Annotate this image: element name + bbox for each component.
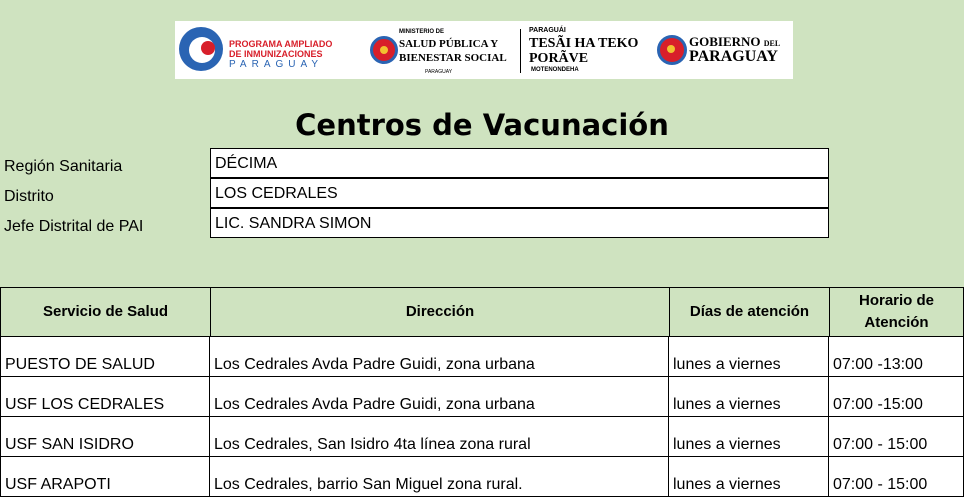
cell-horario[interactable]: 07:00 -15:00	[829, 377, 964, 417]
government-del: DEL	[763, 39, 781, 48]
cell-dias[interactable]: lunes a viernes	[669, 457, 829, 497]
cell-dias[interactable]: lunes a viernes	[669, 337, 829, 377]
info-value-chief[interactable]: LIC. SANDRA SIMON	[210, 208, 829, 238]
tesai-line1: TESÃI HA TEKO	[529, 36, 639, 51]
header-dias[interactable]: Días de atención	[669, 287, 830, 337]
header-servicio[interactable]: Servicio de Salud	[0, 287, 211, 337]
cell-servicio[interactable]: USF LOS CEDRALES	[0, 377, 210, 417]
ministry-tiny: PARAGUAY	[425, 69, 453, 75]
info-label-chief: Jefe Distrital de PAI	[4, 218, 144, 235]
ministry-line2: BIENESTAR SOCIAL	[399, 52, 507, 64]
government-seal-icon	[657, 35, 687, 65]
cell-dias[interactable]: lunes a viernes	[669, 377, 829, 417]
header-direccion[interactable]: Dirección	[210, 287, 670, 337]
info-value-district[interactable]: LOS CEDRALES	[210, 178, 829, 208]
pai-logo-line2: DE INMUNIZACIONES	[229, 49, 323, 59]
cell-direccion[interactable]: Los Cedrales, San Isidro 4ta línea zona rural	[210, 417, 669, 457]
ministry-seal-icon	[370, 36, 398, 64]
pai-logo-line1: PROGRAMA AMPLIADO	[229, 39, 333, 49]
pai-emblem-icon	[179, 27, 223, 71]
logo-divider	[520, 29, 521, 73]
cell-direccion[interactable]: Los Cedrales Avda Padre Guidi, zona urbana	[210, 377, 669, 417]
cell-direccion[interactable]: Los Cedrales Avda Padre Guidi, zona urbana	[210, 337, 669, 377]
pai-logo	[179, 25, 339, 75]
tesai-tiny: MOTENONDEHA	[531, 67, 579, 73]
government-line1: GOBIERNO	[689, 34, 761, 49]
ministry-line1: SALUD PÚBLICA Y	[399, 38, 499, 50]
pai-logo-line3: PARAGUAY	[229, 59, 324, 70]
info-label-region: Región Sanitaria	[4, 158, 123, 175]
cell-servicio[interactable]: USF ARAPOTI	[0, 457, 210, 497]
page-title: Centros de Vacunación	[295, 108, 669, 142]
cell-horario[interactable]: 07:00 -13:00	[829, 337, 964, 377]
cell-horario[interactable]: 07:00 - 15:00	[829, 457, 964, 497]
info-label-district: Distrito	[4, 188, 54, 205]
cell-dias[interactable]: lunes a viernes	[669, 417, 829, 457]
info-value-region[interactable]: DÉCIMA	[210, 148, 829, 178]
cell-servicio[interactable]: USF SAN ISIDRO	[0, 417, 210, 457]
tesai-small: PARAGUÁI	[529, 27, 566, 34]
cell-horario[interactable]: 07:00 - 15:00	[829, 417, 964, 457]
ministry-small: MINISTERIO DE	[399, 29, 445, 35]
logos-banner	[175, 21, 793, 79]
header-horario[interactable]: Horario de Atención	[829, 287, 964, 337]
cell-direccion[interactable]: Los Cedrales, barrio San Miguel zona rural.	[210, 457, 669, 497]
government-line2: PARAGUAY	[689, 48, 778, 65]
cell-servicio[interactable]: PUESTO DE SALUD	[0, 337, 210, 377]
tesai-line2: PORÃVE	[529, 51, 589, 66]
